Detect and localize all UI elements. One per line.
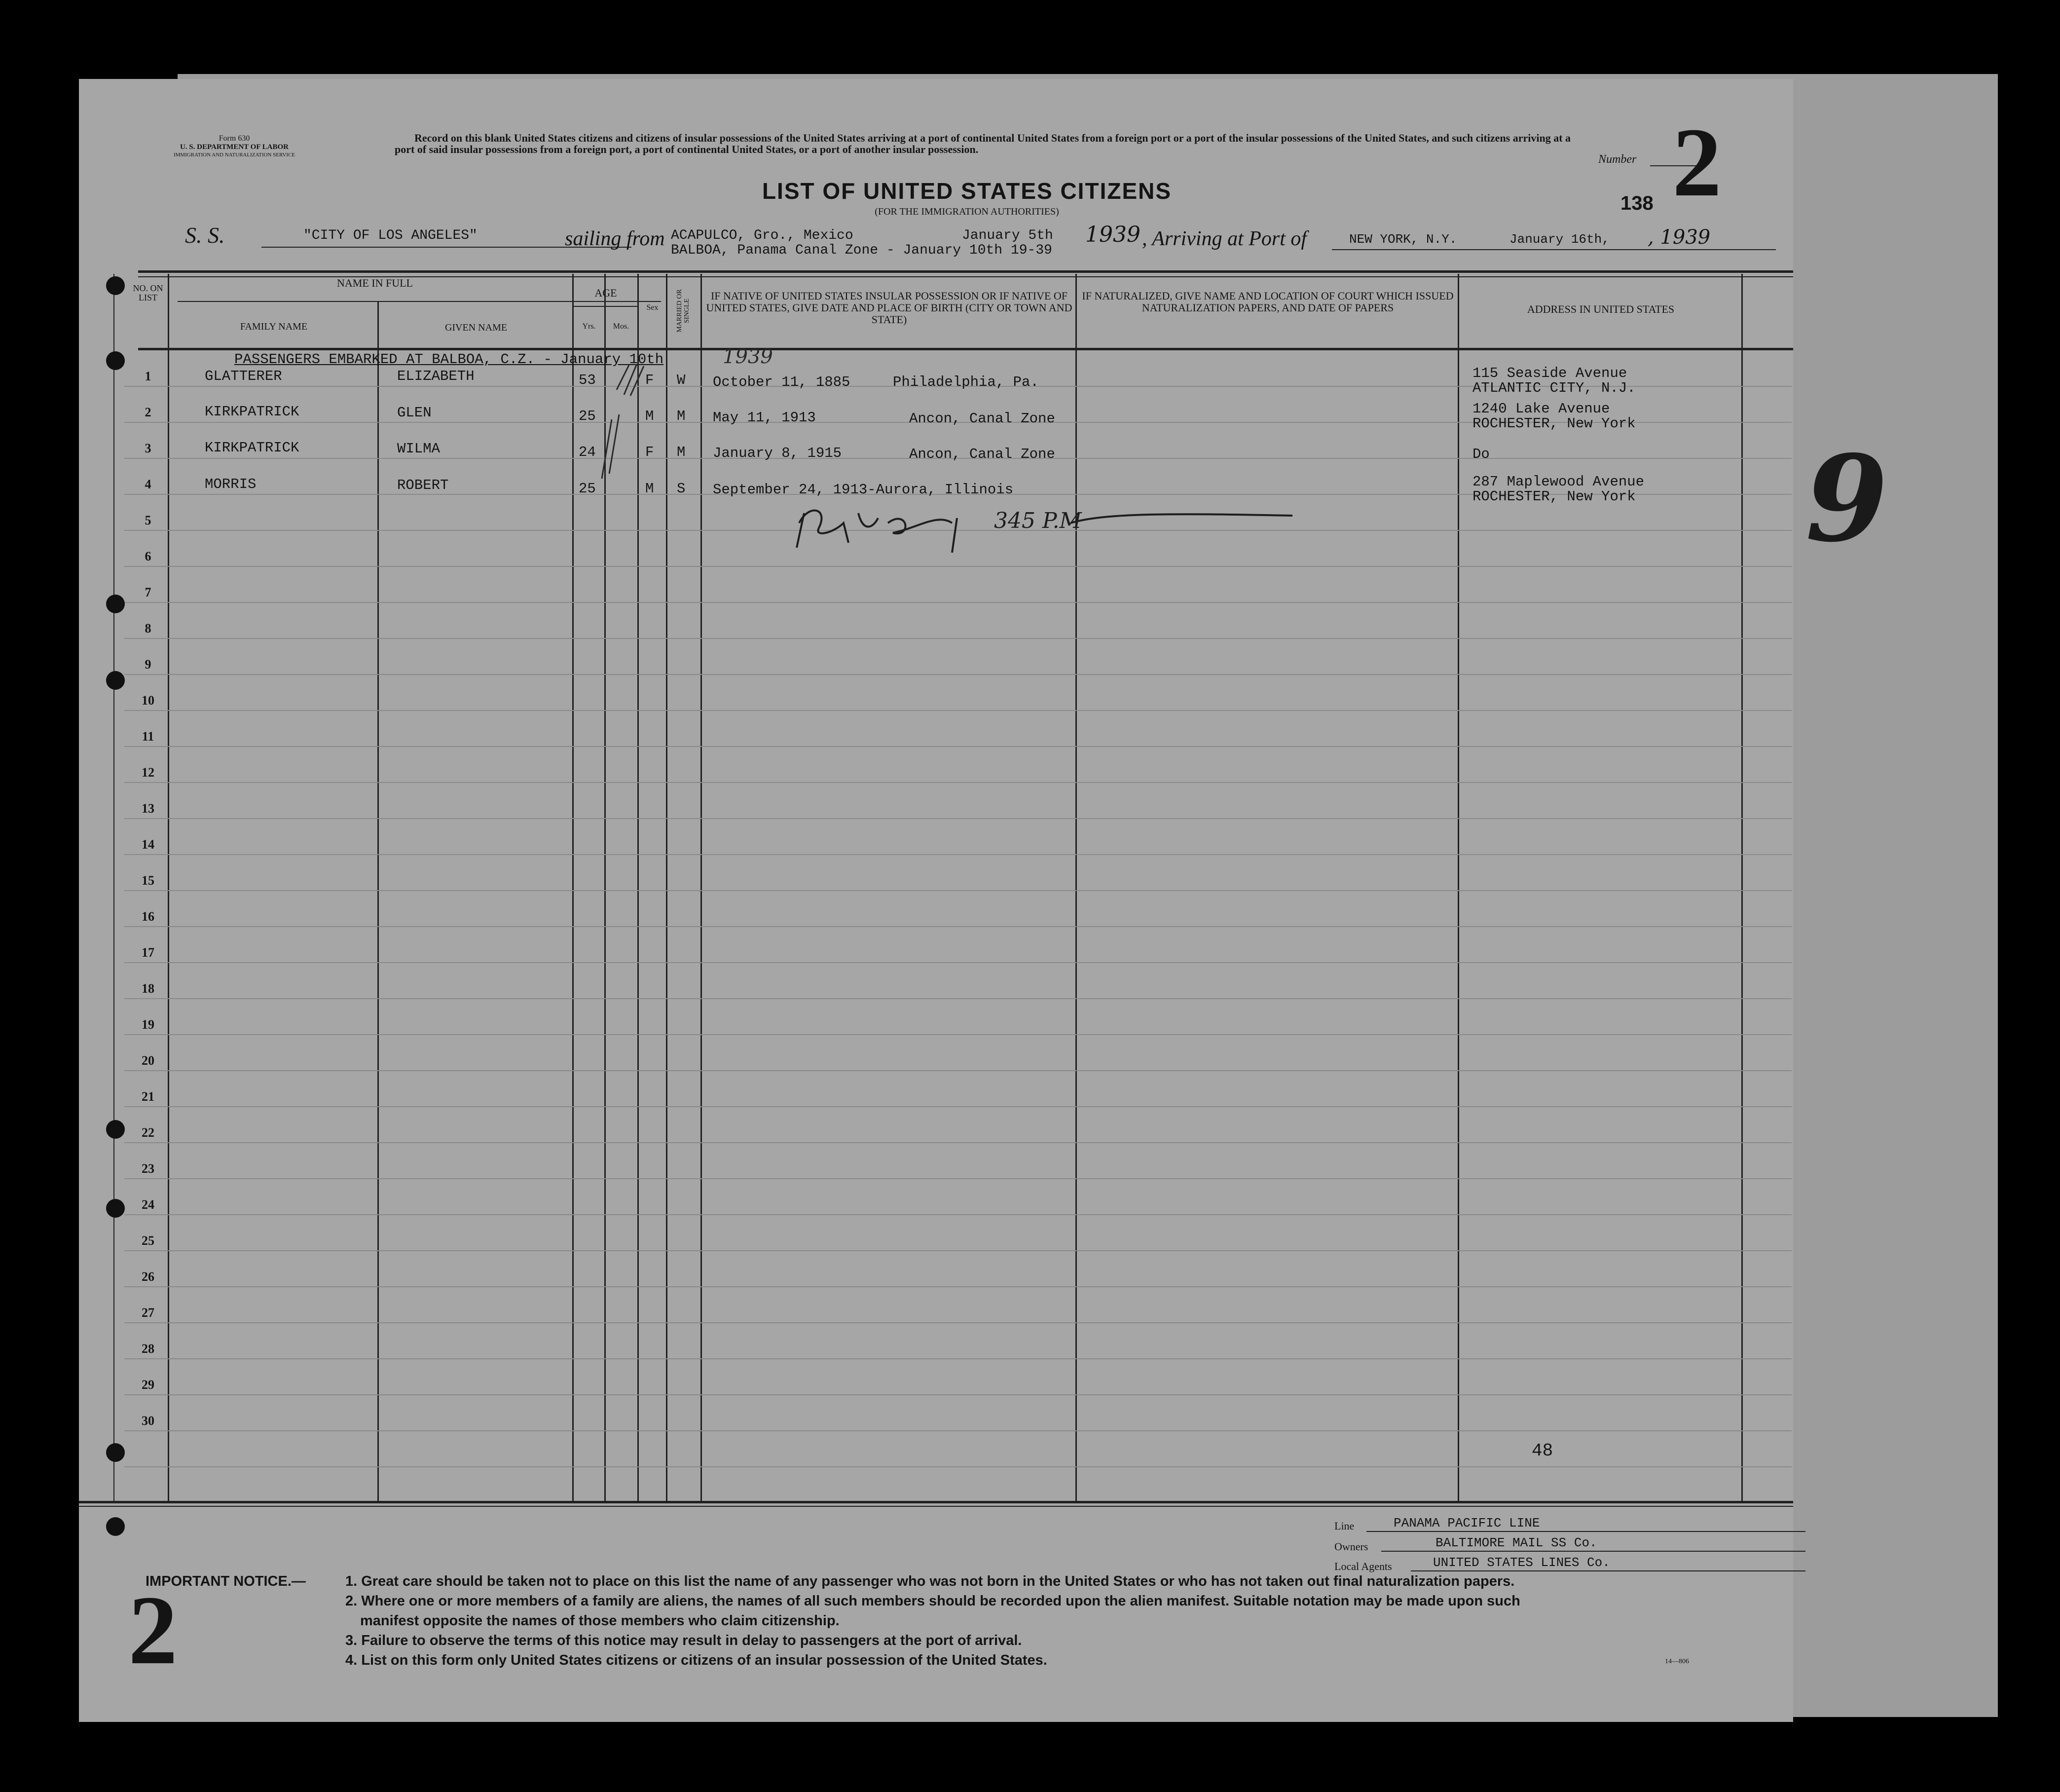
row-number: 29: [142, 1378, 154, 1392]
row-number: 28: [142, 1342, 154, 1356]
marital-status: M: [677, 408, 686, 424]
family-name: MORRIS: [205, 476, 257, 492]
section-year: 1939: [723, 345, 773, 368]
birth-place: Philadelphia, Pa.: [893, 374, 1039, 390]
age-years: 24: [579, 444, 596, 460]
row-number: 27: [142, 1306, 154, 1320]
header-age: AGE: [594, 287, 617, 299]
punch-hole: [106, 1120, 125, 1139]
punch-hole: [106, 1199, 125, 1218]
page-total: 48: [1532, 1441, 1553, 1461]
row-number: 17: [142, 945, 154, 960]
row-number: 15: [142, 873, 154, 888]
family-name: GLATTERER: [205, 368, 282, 384]
address-line-2: ROCHESTER, New York: [1472, 488, 1636, 505]
notice-item-1: 1. Great care should be taken not to place on this list the name of any passenger who was not born in the United States or who has not taken out final naturalization papers.: [345, 1573, 1515, 1589]
row-number: 16: [142, 909, 154, 924]
header-name-in-full: NAME IN FULL: [337, 277, 413, 289]
birth-place: Ancon, Canal Zone: [909, 411, 1055, 427]
birth-place: Ancon, Canal Zone: [909, 446, 1055, 462]
agents-label: Local Agents: [1334, 1560, 1392, 1572]
punch-hole: [106, 1517, 125, 1536]
service: IMMIGRATION AND NATURALIZATION SERVICE: [173, 152, 295, 158]
notice-item-4: 4. List on this form only United States citizens or citizens of an insular possession of the United States.: [345, 1652, 1047, 1668]
row-number: 13: [142, 801, 154, 816]
stamp-number: 138: [1620, 192, 1654, 214]
marital-status: M: [677, 444, 686, 460]
header-naturalized: IF NATURALIZED, GIVE NAME AND LOCATION OF COURT WHICH ISSUED NATURALIZATION PAPERS, AND DATE OF PAPERS: [1082, 290, 1454, 314]
address-line-1: 115 Seaside Avenue: [1472, 365, 1627, 381]
row-number: 30: [142, 1414, 154, 1428]
signature-time: 345 P.M: [994, 508, 1082, 533]
instruction-text: Record on this blank United States citizens and citizens of insular possessions of the United States arriving at a port of continental United States from a foreign port or a port of the insular possessions of the United States, and such citizens arriving at a port of said insular possessions from a foreign port, a port of continental United States, or a port of another insular possession.: [395, 132, 1571, 155]
given-name: ELIZABETH: [397, 368, 475, 384]
row-number: 3: [145, 441, 151, 455]
departure-port-1: ACAPULCO, Gro., Mexico: [671, 228, 853, 243]
marital-status: W: [677, 372, 686, 388]
page-title: LIST OF UNITED STATES CITIZENS: [762, 178, 1172, 204]
departure-year-1: 1939: [1085, 222, 1140, 247]
sailing-from-label: sailing from: [565, 227, 665, 250]
given-name: WILMA: [397, 441, 441, 457]
age-years: 25: [579, 408, 596, 424]
ss-label: S. S.: [185, 223, 225, 248]
punch-hole: [106, 1443, 125, 1462]
ship-name: "CITY OF LOS ANGELES": [303, 228, 478, 243]
margin-number: 9: [1805, 429, 1888, 568]
header-family-name: FAMILY NAME: [240, 321, 308, 332]
row-number: 22: [142, 1125, 154, 1140]
departure-date-1: January 5th: [962, 228, 1053, 243]
row-number: 8: [145, 621, 151, 635]
row-number: 26: [142, 1269, 154, 1284]
row-number: 9: [145, 657, 151, 672]
header-birth: IF NATIVE OF UNITED STATES INSULAR POSSESSION OR IF NATIVE OF UNITED STATES, GIVE DATE AND PLACE OF BIRTH (CITY OR TOWN AND STATE): [706, 290, 1072, 326]
sex: M: [645, 408, 654, 424]
row-number: 18: [142, 981, 154, 996]
family-name: KIRKPATRICK: [205, 440, 299, 456]
header-no-on-list: NO. ON LIST: [133, 283, 163, 302]
check-marks: [582, 360, 651, 488]
address-line-1: 287 Maplewood Avenue: [1472, 474, 1645, 490]
manifest-sheet: [79, 79, 1793, 1722]
page-subtitle: (FOR THE IMMIGRATION AUTHORITIES): [875, 206, 1059, 217]
address-line-1: Do: [1472, 446, 1490, 462]
row-number: 11: [142, 729, 154, 744]
row-number: 7: [145, 585, 151, 599]
punch-hole: [106, 276, 125, 295]
arrival-port: NEW YORK, N.Y.: [1349, 232, 1457, 247]
row-number: 2: [145, 405, 151, 419]
given-name: GLEN: [397, 405, 432, 421]
number-label: Number: [1598, 153, 1637, 166]
punch-hole: [106, 351, 125, 370]
age-years: 53: [579, 372, 596, 388]
arrival-date: January 16th,: [1509, 232, 1610, 247]
arriving-label: , Arriving at Port of: [1142, 227, 1307, 250]
address-line-1: 1240 Lake Avenue: [1472, 401, 1610, 417]
row-number: 12: [142, 765, 154, 780]
notice-item-2: 2. Where one or more members of a family are aliens, the names of all such members should be recorded upon the alien manifest. Suitable notation may be made upon such: [345, 1593, 1520, 1609]
row-number: 20: [142, 1053, 154, 1068]
row-number: 5: [145, 513, 151, 527]
section-header: PASSENGERS EMBARKED AT BALBOA, C.Z. - January 10th: [234, 351, 664, 368]
agents-value: UNITED STATES LINES Co.: [1433, 1555, 1610, 1570]
row-number: 14: [142, 837, 154, 852]
notice-heading: IMPORTANT NOTICE.—: [146, 1573, 306, 1589]
header-sex: Sex: [646, 303, 659, 312]
sex: F: [645, 372, 654, 388]
row-number: 21: [142, 1089, 154, 1104]
row-number: 24: [142, 1197, 154, 1212]
header-yrs: Yrs.: [582, 322, 596, 331]
row-number: 10: [142, 693, 154, 708]
arrival-year: , 1939: [1648, 226, 1711, 249]
owners-label: Owners: [1334, 1540, 1368, 1553]
header-address: ADDRESS IN UNITED STATES: [1527, 303, 1675, 315]
birth-date: October 11, 1885: [713, 374, 850, 390]
departure-port-2: BALBOA, Panama Canal Zone - January 10th 19-39: [671, 243, 1052, 258]
header-mos: Mos.: [613, 322, 629, 331]
row-number: 6: [145, 549, 151, 563]
punch-hole: [106, 595, 125, 613]
row-number: 25: [142, 1233, 154, 1248]
family-name: KIRKPATRICK: [205, 404, 299, 420]
line-label: Line: [1334, 1520, 1355, 1532]
address-line-2: ATLANTIC CITY, N.J.: [1472, 380, 1636, 396]
number-value: 2: [1672, 108, 1722, 217]
address-line-2: ROCHESTER, New York: [1472, 415, 1636, 432]
given-name: ROBERT: [397, 477, 449, 493]
notice-item-2-cont: manifest opposite the names of those members who claim citizenship.: [360, 1613, 840, 1629]
notice-big-number: 2: [128, 1576, 178, 1685]
notice-item-3: 3. Failure to observe the terms of this notice may result in delay to passengers at the port of arrival.: [345, 1633, 1022, 1648]
owners-value: BALTIMORE MAIL SS Co.: [1435, 1535, 1597, 1550]
row-number: 1: [145, 369, 151, 383]
sex: F: [645, 444, 654, 460]
row-number: 23: [142, 1161, 154, 1176]
birth-date: May 11, 1913: [713, 410, 816, 426]
row-number: 19: [142, 1017, 154, 1032]
line-value: PANAMA PACIFIC LINE: [1394, 1516, 1540, 1531]
age-years: 25: [579, 481, 596, 497]
header-given-name: GIVEN NAME: [444, 322, 508, 333]
birth-date: September 24, 1913-Aurora, Illinois: [713, 482, 1014, 498]
birth-date: January 8, 1915: [713, 445, 842, 461]
header-married-single: MARRIED OR SINGLE: [676, 289, 691, 333]
punch-hole: [106, 671, 125, 690]
sex: M: [645, 481, 654, 497]
marital-status: S: [677, 481, 686, 497]
footer-code: 14—806: [1665, 1658, 1689, 1665]
row-number: 4: [145, 477, 151, 491]
department: U. S. DEPARTMENT OF LABOR: [180, 143, 289, 151]
form-number: Form 630: [219, 134, 250, 143]
